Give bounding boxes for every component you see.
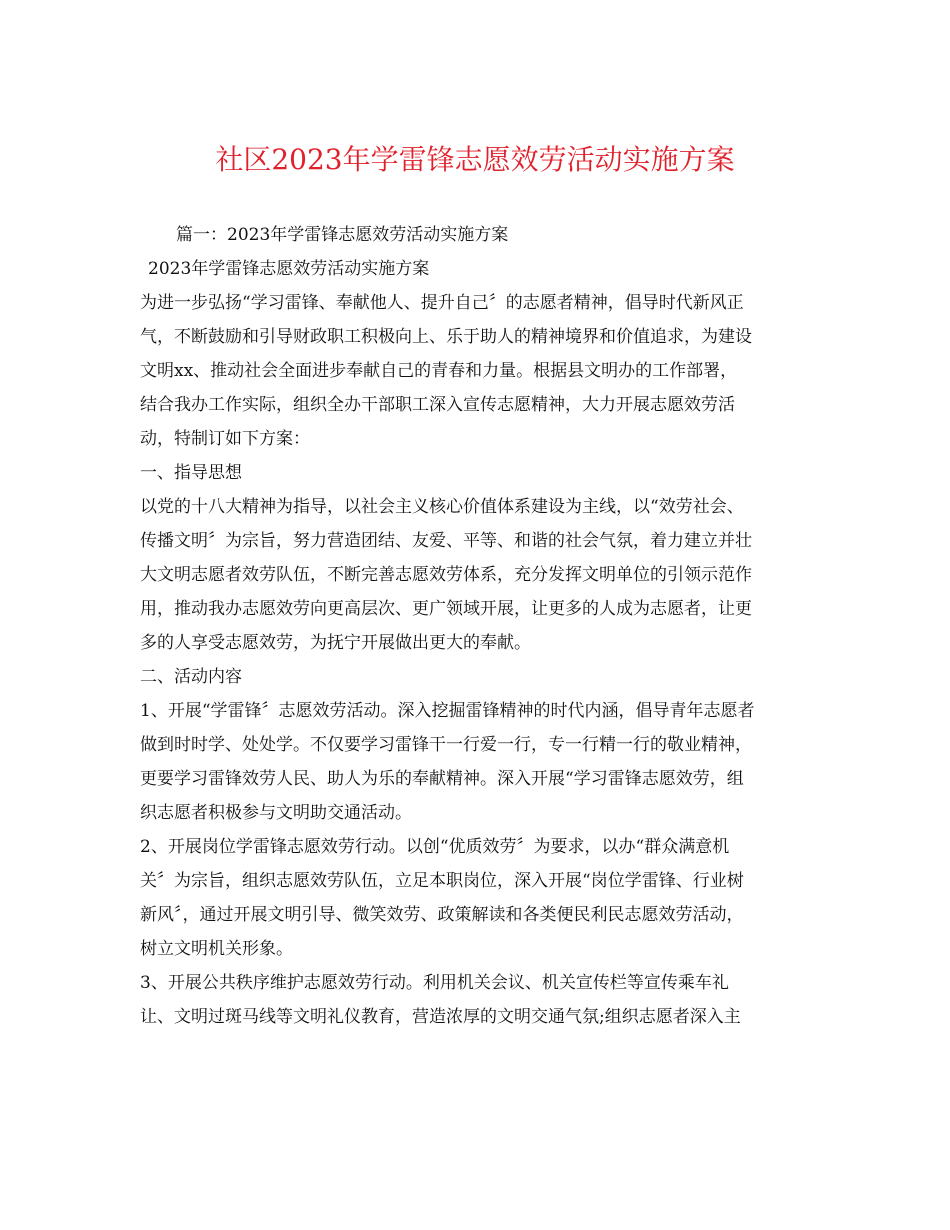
paragraph-line: 以党的十八大精神为指导，以社会主义核心价值体系建设为主线，以“效劳社会、 — [140, 497, 744, 517]
paragraph-line: 大文明志愿者效劳队伍，不断完善志愿效劳体系，充分发挥文明单位的引领示范作 — [140, 565, 752, 585]
paragraph-line: 织志愿者积极参与文明助交通活动。 — [140, 803, 412, 823]
paragraph-line: 3、开展公共秩序维护志愿效劳行动。利用机关会议、机关宣传栏等宣传乘车礼 — [140, 973, 729, 993]
paragraph-line: 文明xx、推动社会全面进步奉献自己的青春和力量。根据县文明办的工作部署， — [140, 361, 738, 381]
paragraph-line: 2、开展岗位学雷锋志愿效劳行动。以创“优质效劳〞为要求，以办“群众满意机 — [140, 837, 730, 857]
paragraph-line: 为进一步弘扬“学习雷锋、奉献他人、提升自己〞的志愿者精神，倡导时代新风正 — [140, 293, 744, 313]
paragraph-line: 树立文明机关形象。 — [140, 939, 293, 959]
section-heading: 一、指导思想 — [140, 463, 242, 483]
document-body — [140, 218, 820, 1034]
paragraph-line: 结合我办工作实际，组织全办干部职工深入宣传志愿精神，大力开展志愿效劳活 — [140, 395, 735, 415]
paragraph-line: 更要学习雷锋效劳人民、助人为乐的奉献精神。深入开展“学习雷锋志愿效劳，组 — [140, 769, 744, 789]
document-title: 社区2023年学雷锋志愿效劳活动实施方案 — [215, 143, 735, 176]
paragraph-line: 传播文明〞为宗旨，努力营造团结、友爱、平等、和谐的社会气氛，着力建立并壮 — [140, 531, 752, 551]
paragraph-line: 动，特制订如下方案： — [140, 429, 310, 449]
paragraph-line: 气，不断鼓励和引导财政职工积极向上、乐于助人的精神境界和价值追求，为建设 — [140, 327, 752, 347]
paragraph-line: 做到时时学、处处学。不仅要学习雷锋干一行爱一行，专一行精一行的敬业精神， — [140, 735, 752, 755]
section-heading-line: 篇一：2023年学雷锋志愿效劳活动实施方案 — [176, 225, 509, 245]
subtitle-line: 2023年学雷锋志愿效劳活动实施方案 — [148, 259, 430, 279]
section-heading: 二、活动内容 — [140, 667, 242, 687]
paragraph-line: 1、开展“学雷锋〞志愿效劳活动。深入挖掘雷锋精神的时代内涵，倡导青年志愿者 — [140, 701, 755, 721]
paragraph-line: 用，推动我办志愿效劳向更高层次、更广领域开展，让更多的人成为志愿者，让更 — [140, 599, 752, 619]
paragraph-line: 让、文明过斑马线等文明礼仪教育，营造浓厚的文明交通气氛;组织志愿者深入主 — [140, 1007, 741, 1027]
paragraph-line: 多的人享受志愿效劳，为抚宁开展做出更大的奉献。 — [140, 633, 531, 653]
paragraph-line: 关〞为宗旨，组织志愿效劳队伍，立足本职岗位，深入开展“岗位学雷锋、行业树 — [140, 871, 744, 891]
paragraph-line: 新风〞，通过开展文明引导、微笑效劳、政策解读和各类便民利民志愿效劳活动， — [140, 905, 744, 925]
